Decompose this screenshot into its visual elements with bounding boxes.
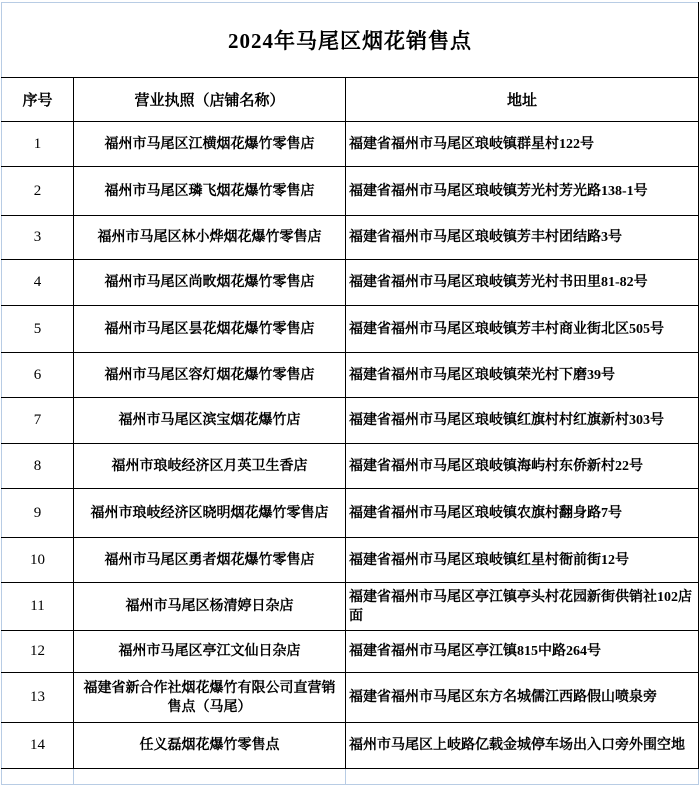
table-row <box>2 353 699 398</box>
table-row <box>2 489 699 538</box>
shop-name: 福州市马尾区璘飞烟花爆竹零售店 <box>74 167 346 216</box>
row-number: 3 <box>2 216 74 260</box>
address: 福建省福州市马尾区琅岐镇荣光村下磨39号 <box>346 353 699 398</box>
table-row <box>2 122 699 167</box>
table-row <box>2 538 699 583</box>
fireworks-sales-table <box>1 2 699 785</box>
empty-cell <box>74 769 346 785</box>
page-title: 2024年马尾区烟花销售点 <box>2 3 699 78</box>
row-number: 5 <box>2 306 74 353</box>
table-row <box>2 398 699 444</box>
shop-name: 福州市马尾区昙花烟花爆竹零售店 <box>74 306 346 353</box>
shop-name: 福建省新合作社烟花爆竹有限公司直营销售点（马尾） <box>74 673 346 723</box>
row-number: 8 <box>2 444 74 489</box>
shop-name: 福州市马尾区尚畋烟花爆竹零售店 <box>74 260 346 306</box>
address: 福建省福州市马尾区琅岐镇红星村衙前街12号 <box>346 538 699 583</box>
empty-cell <box>346 769 699 785</box>
table-row <box>2 216 699 260</box>
shop-name: 福州市马尾区勇者烟花爆竹零售店 <box>74 538 346 583</box>
address: 福建省福州市马尾区东方名城儒江西路假山喷泉旁 <box>346 673 699 723</box>
row-number: 1 <box>2 122 74 167</box>
row-number: 6 <box>2 353 74 398</box>
address: 福建省福州市马尾区琅岐镇群星村122号 <box>346 122 699 167</box>
table-row <box>2 444 699 489</box>
shop-name: 福州市马尾区滨宝烟花爆竹店 <box>74 398 346 444</box>
col-header-address: 地址 <box>346 78 699 122</box>
shop-name: 福州市马尾区林小烨烟花爆竹零售店 <box>74 216 346 260</box>
empty-gridline-row <box>2 769 699 785</box>
table-row <box>2 673 699 723</box>
col-header-shop-name: 营业执照（店铺名称） <box>74 78 346 122</box>
address: 福建省福州市马尾区琅岐镇海屿村东侨新村22号 <box>346 444 699 489</box>
table-header-row <box>2 78 699 122</box>
row-number: 7 <box>2 398 74 444</box>
row-number: 10 <box>2 538 74 583</box>
table-row <box>2 583 699 631</box>
table-row <box>2 167 699 216</box>
shop-name: 福州市马尾区杨清婷日杂店 <box>74 583 346 631</box>
row-number: 2 <box>2 167 74 216</box>
row-number: 9 <box>2 489 74 538</box>
address: 福建省福州市马尾区琅岐镇红旗村村红旗新村303号 <box>346 398 699 444</box>
row-number: 12 <box>2 631 74 673</box>
table-row <box>2 723 699 769</box>
row-number: 11 <box>2 583 74 631</box>
shop-name: 福州市琅岐经济区月英卫生香店 <box>74 444 346 489</box>
address: 福建省福州市马尾区琅岐镇芳光村书田里81-82号 <box>346 260 699 306</box>
col-header-no: 序号 <box>2 78 74 122</box>
table-row <box>2 306 699 353</box>
address: 福建省福州市马尾区琅岐镇芳光村芳光路138-1号 <box>346 167 699 216</box>
table-row <box>2 631 699 673</box>
address: 福建省福州市马尾区亭江镇亭头村花园新街供销社102店面 <box>346 583 699 631</box>
shop-name: 福州市马尾区容灯烟花爆竹零售店 <box>74 353 346 398</box>
address: 福建省福州市马尾区琅岐镇芳丰村商业街北区505号 <box>346 306 699 353</box>
address: 福建省福州市马尾区亭江镇815中路264号 <box>346 631 699 673</box>
row-number: 4 <box>2 260 74 306</box>
row-number: 13 <box>2 673 74 723</box>
shop-name: 任义磊烟花爆竹零售点 <box>74 723 346 769</box>
table-row <box>2 260 699 306</box>
address: 福建省福州市马尾区琅岐镇芳丰村团结路3号 <box>346 216 699 260</box>
row-number: 14 <box>2 723 74 769</box>
empty-cell <box>2 769 74 785</box>
shop-name: 福州市琅岐经济区晓明烟花爆竹零售店 <box>74 489 346 538</box>
title-row <box>2 3 699 78</box>
address: 福州市马尾区上岐路亿载金城停车场出入口旁外围空地 <box>346 723 699 769</box>
address: 福建省福州市马尾区琅岐镇农旗村翻身路7号 <box>346 489 699 538</box>
shop-name: 福州市马尾区亭江文仙日杂店 <box>74 631 346 673</box>
shop-name: 福州市马尾区江横烟花爆竹零售店 <box>74 122 346 167</box>
